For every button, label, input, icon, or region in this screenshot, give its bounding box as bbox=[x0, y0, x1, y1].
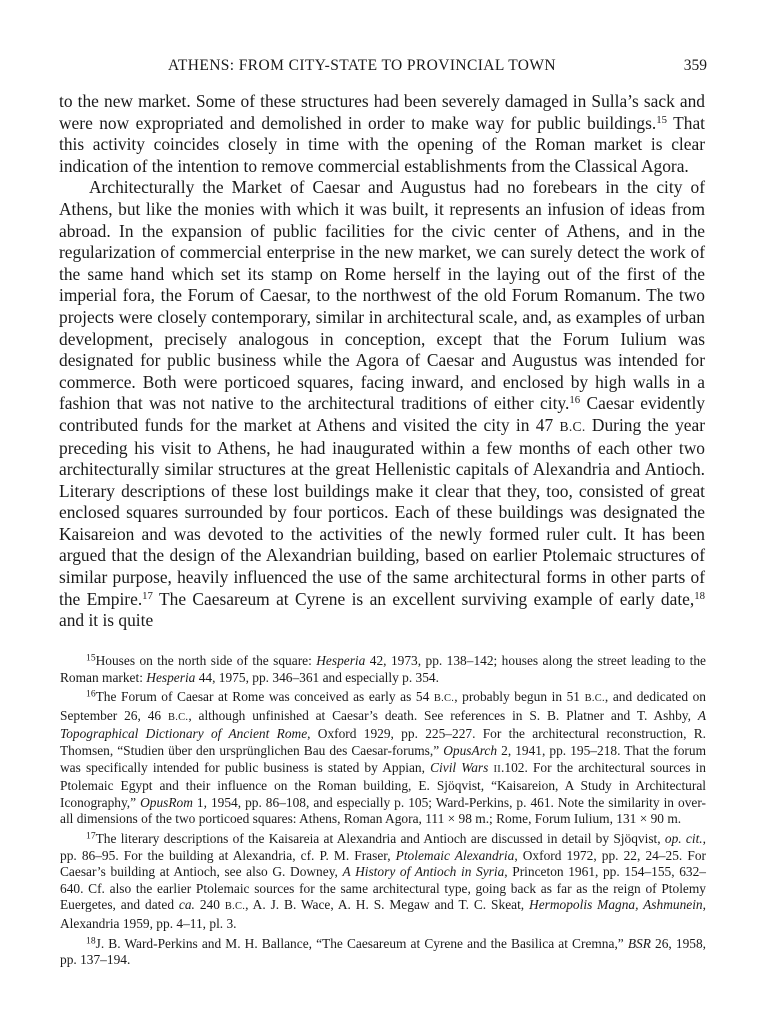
footnotes bbox=[60, 653, 706, 972]
footnote-ref-16[interactable]: 16 bbox=[569, 394, 581, 407]
footnote-17: $^{17}$The literary descriptions of the Kaisareia at Alexandria and Antioch are discussed in detail by Sjöqvist, op. cit., pp. 86–95. For the building at Alexandria, cf. P. M. Fraser, Ptolemaic Alexandria, Oxford 1972, pp. 22, 24–25. For Caesar’s building at Antioch, see also G. Downey, A History of Antioch in Syria, Princeton 1961, pp. 154–155, 632–640. Cf. also the earlier Ptolemaic sources for the same architectural type, going back as far as the reign of Ptolemy Euergetes, and dated ca. 240 B.C., A. J. B. Wace, A. H. S. Megaw and T. C. Skeat, Hermopolis Magna, Ashmunein, Alexandria 1959, pp. 4–11, pl. 3. bbox=[60, 830, 706, 931]
footnote-number: 18 bbox=[86, 935, 96, 947]
paragraph-2: Architecturally the Market of Caesar and Augustus had no forebears in the city of Athens, but like the monies with which it was built, it represents an infusion of ideas from abroad. In the expansion of public facilities for the civic center of Athens, and in the regularization of commercial enterprise in the new market, we can surely detect the work of the same hand which set its stamp on Rome herself in the laying out of the first of the imperial fora, the Forum of Caesar, to the northwest of the old Forum Romanum. The two projects were closely contemporary, similar in architectural scale, and, as examples of urban development, precisely analogous in conception, except that the Forum Iulium was designated for public business while the Agora of Caesar and Augustus was intended for commerce. Both were porticoed squares, facing inward, and enclosed by high walls in a fashion that was not native to the architectural traditions of either city.$^{16}$ Caesar evidently contributed funds for the market at Athens and visited the city in 47 B.C. During the year preceding his visit to Athens, he had inaugurated within a few months of each other two architecturally similar structures at the great Hellenistic capitals of Alexandria and Antioch. Literary descriptions of these lost buildings make it clear that they, too, consisted of great enclosed squares surrounded by four porticos. Each of these buildings was designated the Kaisareion and was devoted to the activities of the newly formed ruler cult. It has been argued that the design of the Alexandrian building, based on earlier Ptolemaic structures of similar purpose, heavily influenced the use of the same architectural forms in other parts of the Empire.$^{17}$ The Caesareum at Cyrene is an excellent surviving example of early date,$^{18}$ and it is quite bbox=[59, 177, 705, 631]
footnote-number: 16 bbox=[86, 688, 96, 700]
footnote-18: $^{18}$J. B. Ward-Perkins and M. H. Ballance, “The Caesareum at Cyrene and the Basilica at Cremna,” BSR 26, 1958, pp. 137–194. bbox=[60, 935, 707, 968]
running-header bbox=[62, 57, 707, 77]
footnote-15: $^{15}$Houses on the north side of the square: Hesperia 42, 1973, pp. 138–142; houses along the street leading to the Roman market: Hesperia 44, 1975, pp. 346–361 and especially p. 354. bbox=[60, 652, 706, 685]
footnote-number: 15 bbox=[86, 652, 96, 664]
footnote-ref-15[interactable]: 15 bbox=[656, 113, 668, 126]
footnote-16: $^{16}$The Forum of Caesar at Rome was conceived as early as 54 B.C., probably begun in 51 B.C., and dedicated on September 26, 46 B.C., although unfinished at Caesar’s death. See references in S. B. Platner and T. Ashby, A Topographical Dictionary of Ancient Rome, Oxford 1929, pp. 225–227. For the architectural reconstruction, R. Thomsen, “Studien über den ursprünglichen Bau des Caesar-forums,” OpusArch 2, 1941, pp. 195–218. That the forum was specifically intended for public business is stated by Appian, Civil Wars II.102. For the architectural sources in Ptolemaic Egypt and their influence on the Roman building, E. Sjöqvist, “Kaisareion, A Study in Architectural Iconography,” OpusRom 1, 1954, pp. 86–108, and especially p. 105; Ward-Perkins, p. 461. Note the similarity in over-all dimensions of the two porticoed squares: Athens, Roman Agora, 111 × 98 m.; Rome, Forum Iulium, 131 × 90 m. bbox=[60, 688, 707, 827]
footnote-number: 17 bbox=[86, 830, 96, 842]
footnote-ref-18[interactable]: 18 bbox=[694, 589, 705, 602]
running-title: ATHENS: FROM CITY-STATE TO PROVINCIAL TOWN bbox=[167, 57, 556, 74]
era-abbreviation: B.C. bbox=[559, 418, 586, 434]
paragraph-1: to the new market. Some of these structures had been severely damaged in Sulla’s sack and were now expropriated and demolished in order to make way for public buildings.$^{15}$ That this activity coincides closely in time with the opening of the Roman market is clear indication of the intention to remove commercial establishments from the Classical Agora. bbox=[59, 91, 705, 176]
page-number: 359 bbox=[683, 57, 707, 74]
body-text bbox=[59, 91, 705, 632]
footnote-ref-17[interactable]: 17 bbox=[142, 589, 153, 602]
